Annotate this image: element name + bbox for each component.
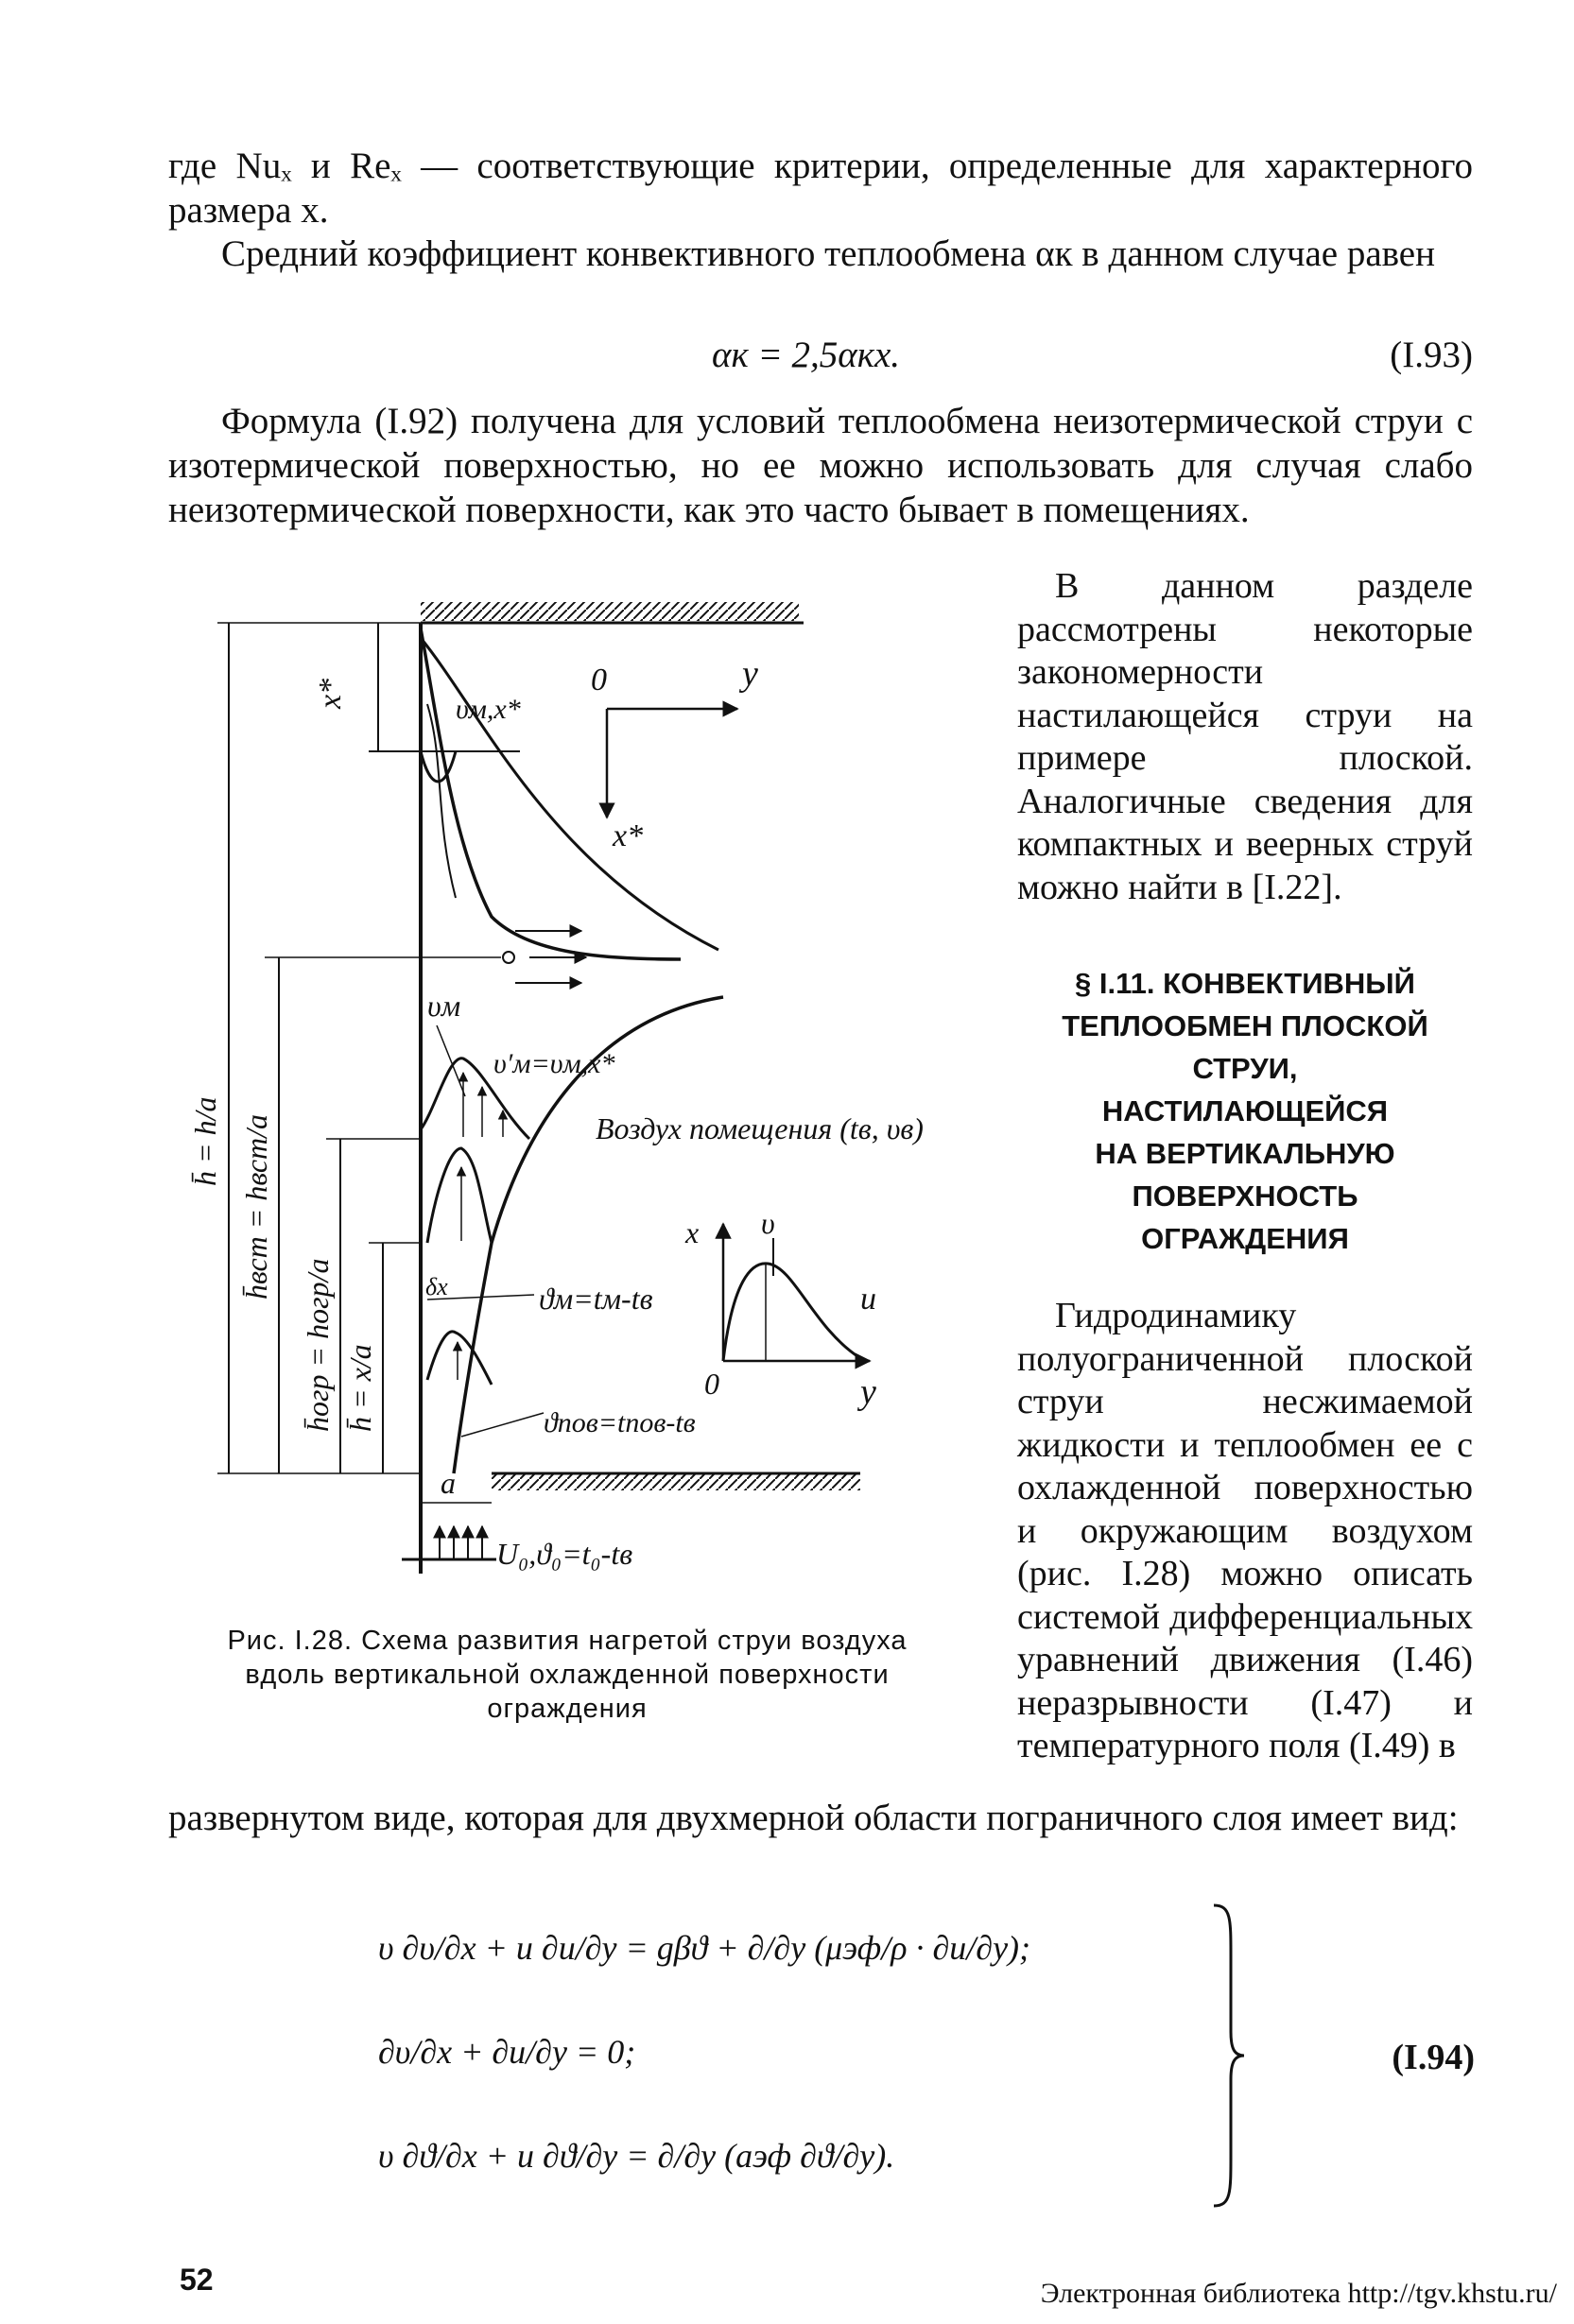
equation-I93 (168, 326, 1473, 383)
label-inset-v: υ (761, 1206, 775, 1240)
paragraph-hydrodynamics: Гидродинамику полуограниченной плоской струи несжимаемой жидкости и теплообмен ее с охлажденной поверхностью и окружающим воздухом (рис. I.28) можно описать системой дифференциальных уравнений движения (I.46) неразрывности (I.47) и температурного поля (I.49) в (1017, 1296, 1473, 1765)
profile-mid (427, 1148, 492, 1243)
jet-inner-boundary (421, 638, 718, 950)
label-vm-equal: υ′м=υм,x* (493, 1048, 615, 1079)
label-y-axis: y (742, 654, 758, 694)
label-inset-x: x (685, 1215, 700, 1249)
label-h-vst: h̄вст = hвст/a (239, 1113, 273, 1300)
library-footer: Электронная библиотека http://tgv.khstu.ru/ (1040, 2278, 1557, 2309)
section-heading (1017, 962, 1473, 1260)
page-number: 52 (180, 2263, 214, 2297)
label-inset-u: u (860, 1282, 876, 1317)
paragraph-section-intro: В данном разделе рассмотрены некоторые закономерности настилающейся струи на примере плоской. Аналогичные сведения для компактных и веерных струй можно найти в [I.22]. (1017, 566, 1473, 907)
heading-line: НАСТИЛАЮЩЕЙСЯ (1101, 1094, 1389, 1128)
heading-line: ПОВЕРХНОСТЬ (1132, 1179, 1358, 1213)
separation-point (503, 952, 514, 963)
equation-I93-expression: αк = 2,5αкx. (712, 335, 901, 375)
heading-line: СТРУИ, (1192, 1052, 1298, 1085)
figure-caption: Рис. I.28. Схема развития нагретой струи воздуха вдоль вертикальной охлажденной поверхности ограждения (227, 1626, 908, 1724)
heading-line: ОГРАЖДЕНИЯ (1141, 1222, 1349, 1255)
label-inflow: U₀,ϑ₀=t₀-tв (496, 1537, 633, 1571)
equation-row-continuity: ∂υ/∂x + ∂u/∂y = 0; (378, 2033, 636, 2071)
right-brace (1210, 1900, 1248, 2212)
label-origin: 0 (591, 663, 607, 697)
leader-theta-pov (461, 1413, 544, 1437)
heading-line: НА ВЕРТИКАЛЬНУЮ (1095, 1137, 1395, 1170)
heading-line: ТЕПЛООБМЕН ПЛОСКОЙ (1062, 1009, 1428, 1042)
equation-row-energy: υ ∂ϑ/∂x + u ∂ϑ/∂y = ∂/∂y (aэф ∂ϑ/∂y). (378, 2137, 895, 2175)
label-theta-pov: ϑпов=tпов-tв (544, 1407, 696, 1438)
floor-hatch (492, 1473, 860, 1490)
label-h-ogr: h̄огр = hогр/a (301, 1258, 335, 1432)
label-xstar-axis: x* (613, 818, 644, 853)
label-h-bar: h̄ = h/a (188, 1096, 222, 1186)
inset-profile-curve (723, 1264, 860, 1361)
label-vm-xstar: υм,x* (456, 694, 521, 725)
paragraph-criteria: где Nuₓ и Reₓ — соответствующие критерии, определенные для характерного размера x. (168, 146, 1473, 231)
label-room-air: Воздух помещения (tв, υв) (596, 1111, 924, 1145)
label-inset-y: y (860, 1372, 876, 1412)
label-a: a (441, 1466, 456, 1500)
label-vm: υм (427, 989, 461, 1023)
label-inset-0: 0 (704, 1367, 719, 1401)
label-h-x: h̄ = x/a (343, 1344, 377, 1432)
equation-system-I94 (378, 1900, 1494, 2212)
label-x-star: x* (313, 678, 348, 709)
label-theta-m: ϑм=tм-tв (539, 1282, 653, 1316)
ceiling-hatch (421, 602, 799, 621)
label-delta-x: δx (425, 1273, 448, 1300)
equation-row-momentum: υ ∂υ/∂x + u ∂u/∂y = gβϑ + ∂/∂y (μэф/ρ · ∂u/∂y); (378, 1929, 1031, 1967)
equation-I93-number: (I.93) (1390, 335, 1473, 375)
paragraph-mean-coefficient: Средний коэффициент конвективного теплообмена αк в данном случае равен (221, 233, 1435, 274)
profile-low (427, 1332, 492, 1385)
equation-I94-number: (I.94) (1392, 2038, 1475, 2077)
figure-jet-scheme (188, 581, 1002, 1583)
jet-outer-boundary-upper (421, 628, 681, 959)
paragraph-formula-192: Формула (I.92) получена для условий теплообмена неизотермической струи с изотермической поверхностью, но ее можно использовать для случая слабо неизотермической поверхности, как это часто бывает в помещениях. (168, 401, 1473, 530)
heading-line: § I.11. КОНВЕКТИВНЫЙ (1075, 967, 1415, 1000)
paragraph-expanded-form: развернутом виде, которая для двухмерной области пограничного слоя имеет вид: (168, 1798, 1459, 1838)
